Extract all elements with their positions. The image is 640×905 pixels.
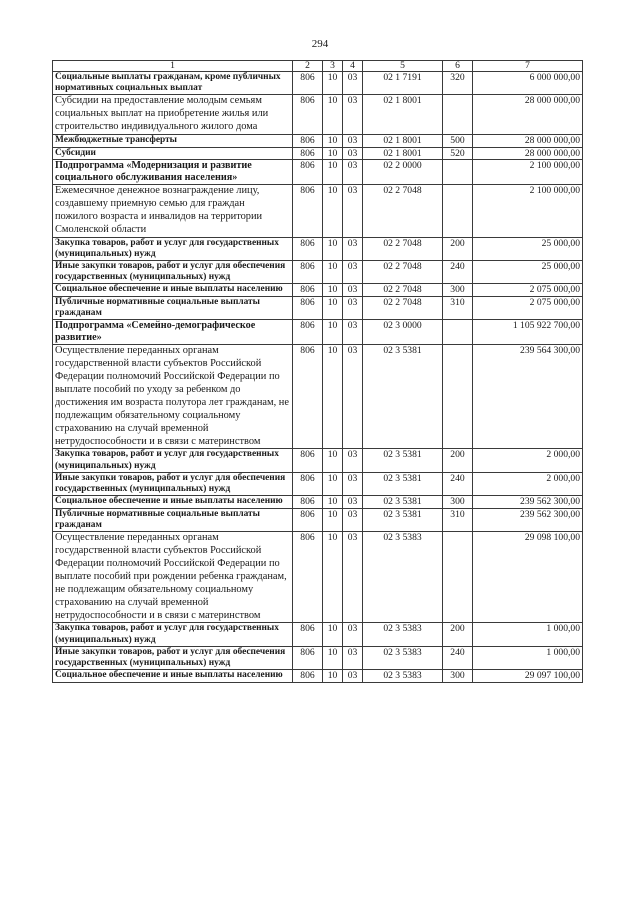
row-expense-type: 240 bbox=[443, 472, 473, 495]
table-row bbox=[53, 95, 583, 135]
row-amount: 1 000,00 bbox=[473, 646, 583, 669]
row-name: Социальные выплаты гражданам, кроме публичных нормативных социальных выплат bbox=[53, 72, 293, 95]
table-row bbox=[53, 508, 583, 531]
table-row bbox=[53, 449, 583, 472]
row-name: Иные закупки товаров, работ и услуг для обеспечения государственных (муниципальных) нужд bbox=[53, 646, 293, 669]
row-name: Осуществление переданных органам государственной власти субъектов Российской Федерации полномочий Российской Федерации по выплате пособий по уходу за ребенком до достижения им возраста полутора лет гражданам, не подлежащим обязательному социальному страхованию на случай временной нетрудоспособности и в связи с материнством bbox=[53, 345, 293, 449]
row-expense-type: 310 bbox=[443, 508, 473, 531]
row-target-code: 02 2 7048 bbox=[363, 237, 443, 260]
row-target-code: 02 1 8001 bbox=[363, 135, 443, 147]
row-name: Закупка товаров, работ и услуг для государственных (муниципальных) нужд bbox=[53, 449, 293, 472]
row-section-code: 10 bbox=[323, 135, 343, 147]
row-admin-code: 806 bbox=[293, 345, 323, 449]
row-target-code: 02 3 5381 bbox=[363, 508, 443, 531]
row-name: Социальное обеспечение и иные выплаты населению bbox=[53, 670, 293, 682]
row-admin-code: 806 bbox=[293, 184, 323, 237]
row-section-code: 10 bbox=[323, 449, 343, 472]
row-admin-code: 806 bbox=[293, 159, 323, 184]
row-name: Подпрограмма «Семейно-демографическое развитие» bbox=[53, 320, 293, 345]
table-row bbox=[53, 237, 583, 260]
row-admin-code: 806 bbox=[293, 532, 323, 623]
row-subsection-code: 03 bbox=[343, 670, 363, 682]
row-subsection-code: 03 bbox=[343, 320, 363, 345]
row-target-code: 02 1 8001 bbox=[363, 95, 443, 135]
row-section-code: 10 bbox=[323, 159, 343, 184]
row-amount: 2 075 000,00 bbox=[473, 296, 583, 319]
row-admin-code: 806 bbox=[293, 135, 323, 147]
row-amount: 239 562 300,00 bbox=[473, 508, 583, 531]
row-admin-code: 806 bbox=[293, 95, 323, 135]
row-expense-type: 200 bbox=[443, 449, 473, 472]
row-subsection-code: 03 bbox=[343, 646, 363, 669]
row-amount: 6 000 000,00 bbox=[473, 72, 583, 95]
row-admin-code: 806 bbox=[293, 496, 323, 508]
row-section-code: 10 bbox=[323, 237, 343, 260]
row-subsection-code: 03 bbox=[343, 532, 363, 623]
row-subsection-code: 03 bbox=[343, 449, 363, 472]
column-header: 5 bbox=[363, 61, 443, 72]
row-section-code: 10 bbox=[323, 284, 343, 296]
row-name: Публичные нормативные социальные выплаты гражданам bbox=[53, 508, 293, 531]
row-subsection-code: 03 bbox=[343, 623, 363, 646]
row-subsection-code: 03 bbox=[343, 147, 363, 159]
column-header: 3 bbox=[323, 61, 343, 72]
row-expense-type bbox=[443, 184, 473, 237]
table-row bbox=[53, 623, 583, 646]
row-expense-type bbox=[443, 95, 473, 135]
row-section-code: 10 bbox=[323, 472, 343, 495]
row-admin-code: 806 bbox=[293, 284, 323, 296]
row-name: Осуществление переданных органам государственной власти субъектов Российской Федерации полномочий Российской Федерации по выплате пособий при рождении ребенка гражданам, не подлежащим обязательному социальному страхованию на случай временной нетрудоспособности и в связи с материнством bbox=[53, 532, 293, 623]
row-amount: 28 000 000,00 bbox=[473, 147, 583, 159]
row-target-code: 02 2 0000 bbox=[363, 159, 443, 184]
column-header: 1 bbox=[53, 61, 293, 72]
row-name: Социальное обеспечение и иные выплаты населению bbox=[53, 496, 293, 508]
row-target-code: 02 3 5381 bbox=[363, 345, 443, 449]
row-section-code: 10 bbox=[323, 646, 343, 669]
table-row bbox=[53, 260, 583, 283]
row-subsection-code: 03 bbox=[343, 508, 363, 531]
row-admin-code: 806 bbox=[293, 260, 323, 283]
row-expense-type: 310 bbox=[443, 296, 473, 319]
row-admin-code: 806 bbox=[293, 472, 323, 495]
table-row bbox=[53, 646, 583, 669]
row-name: Межбюджетные трансферты bbox=[53, 135, 293, 147]
row-section-code: 10 bbox=[323, 72, 343, 95]
row-admin-code: 806 bbox=[293, 147, 323, 159]
row-target-code: 02 2 7048 bbox=[363, 184, 443, 237]
row-subsection-code: 03 bbox=[343, 184, 363, 237]
row-section-code: 10 bbox=[323, 260, 343, 283]
row-expense-type: 300 bbox=[443, 284, 473, 296]
row-target-code: 02 1 8001 bbox=[363, 147, 443, 159]
row-expense-type: 320 bbox=[443, 72, 473, 95]
row-admin-code: 806 bbox=[293, 449, 323, 472]
row-amount: 28 000 000,00 bbox=[473, 135, 583, 147]
row-expense-type: 240 bbox=[443, 260, 473, 283]
row-expense-type bbox=[443, 159, 473, 184]
row-expense-type: 520 bbox=[443, 147, 473, 159]
row-section-code: 10 bbox=[323, 147, 343, 159]
table-row bbox=[53, 147, 583, 159]
table-row bbox=[53, 345, 583, 449]
row-name: Иные закупки товаров, работ и услуг для обеспечения государственных (муниципальных) нужд bbox=[53, 472, 293, 495]
row-admin-code: 806 bbox=[293, 670, 323, 682]
row-subsection-code: 03 bbox=[343, 284, 363, 296]
row-admin-code: 806 bbox=[293, 320, 323, 345]
row-admin-code: 806 bbox=[293, 508, 323, 531]
row-amount: 239 562 300,00 bbox=[473, 496, 583, 508]
column-header: 2 bbox=[293, 61, 323, 72]
row-amount: 2 100 000,00 bbox=[473, 184, 583, 237]
row-admin-code: 806 bbox=[293, 623, 323, 646]
row-subsection-code: 03 bbox=[343, 345, 363, 449]
row-section-code: 10 bbox=[323, 532, 343, 623]
row-name: Подпрограмма «Модернизация и развитие социального обслуживания населения» bbox=[53, 159, 293, 184]
row-amount: 25 000,00 bbox=[473, 237, 583, 260]
table-header-row bbox=[53, 61, 583, 72]
table-row bbox=[53, 320, 583, 345]
row-subsection-code: 03 bbox=[343, 135, 363, 147]
row-admin-code: 806 bbox=[293, 646, 323, 669]
row-name: Закупка товаров, работ и услуг для государственных (муниципальных) нужд bbox=[53, 623, 293, 646]
row-target-code: 02 3 5383 bbox=[363, 623, 443, 646]
row-section-code: 10 bbox=[323, 345, 343, 449]
row-amount: 28 000 000,00 bbox=[473, 95, 583, 135]
row-name: Субсидии bbox=[53, 147, 293, 159]
table-row bbox=[53, 72, 583, 95]
row-expense-type: 240 bbox=[443, 646, 473, 669]
row-admin-code: 806 bbox=[293, 296, 323, 319]
table-row bbox=[53, 296, 583, 319]
row-subsection-code: 03 bbox=[343, 237, 363, 260]
row-subsection-code: 03 bbox=[343, 95, 363, 135]
row-target-code: 02 3 5381 bbox=[363, 496, 443, 508]
row-section-code: 10 bbox=[323, 508, 343, 531]
row-name: Ежемесячное денежное вознаграждение лицу, создавшему приемную семью для граждан пожилого возраста и инвалидов на территории Смоленской области bbox=[53, 184, 293, 237]
row-amount: 25 000,00 bbox=[473, 260, 583, 283]
row-expense-type bbox=[443, 320, 473, 345]
table-row bbox=[53, 472, 583, 495]
row-target-code: 02 1 7191 bbox=[363, 72, 443, 95]
row-section-code: 10 bbox=[323, 623, 343, 646]
row-amount: 1 000,00 bbox=[473, 623, 583, 646]
row-admin-code: 806 bbox=[293, 237, 323, 260]
row-expense-type: 500 bbox=[443, 135, 473, 147]
row-admin-code: 806 bbox=[293, 72, 323, 95]
row-amount: 239 564 300,00 bbox=[473, 345, 583, 449]
budget-table bbox=[52, 60, 583, 683]
row-target-code: 02 3 5381 bbox=[363, 449, 443, 472]
row-section-code: 10 bbox=[323, 184, 343, 237]
row-expense-type: 300 bbox=[443, 670, 473, 682]
row-amount: 2 000,00 bbox=[473, 449, 583, 472]
page-number: 294 bbox=[311, 38, 329, 50]
row-subsection-code: 03 bbox=[343, 260, 363, 283]
row-section-code: 10 bbox=[323, 496, 343, 508]
table-row bbox=[53, 184, 583, 237]
row-amount: 1 105 922 700,00 bbox=[473, 320, 583, 345]
table-row bbox=[53, 532, 583, 623]
row-target-code: 02 3 0000 bbox=[363, 320, 443, 345]
row-section-code: 10 bbox=[323, 320, 343, 345]
table-row bbox=[53, 670, 583, 682]
row-subsection-code: 03 bbox=[343, 72, 363, 95]
column-header: 4 bbox=[343, 61, 363, 72]
table-row bbox=[53, 135, 583, 147]
row-name: Иные закупки товаров, работ и услуг для обеспечения государственных (муниципальных) нужд bbox=[53, 260, 293, 283]
column-header: 6 bbox=[443, 61, 473, 72]
table-row bbox=[53, 496, 583, 508]
row-target-code: 02 2 7048 bbox=[363, 296, 443, 319]
row-name: Социальное обеспечение и иные выплаты населению bbox=[53, 284, 293, 296]
row-subsection-code: 03 bbox=[343, 496, 363, 508]
row-expense-type: 200 bbox=[443, 237, 473, 260]
row-expense-type: 300 bbox=[443, 496, 473, 508]
row-target-code: 02 3 5383 bbox=[363, 532, 443, 623]
row-name: Закупка товаров, работ и услуг для государственных (муниципальных) нужд bbox=[53, 237, 293, 260]
row-amount: 2 000,00 bbox=[473, 472, 583, 495]
row-expense-type bbox=[443, 532, 473, 623]
row-section-code: 10 bbox=[323, 670, 343, 682]
row-subsection-code: 03 bbox=[343, 472, 363, 495]
row-expense-type: 200 bbox=[443, 623, 473, 646]
column-header: 7 bbox=[473, 61, 583, 72]
row-target-code: 02 2 7048 bbox=[363, 260, 443, 283]
row-amount: 29 097 100,00 bbox=[473, 670, 583, 682]
row-target-code: 02 3 5381 bbox=[363, 472, 443, 495]
row-subsection-code: 03 bbox=[343, 159, 363, 184]
row-expense-type bbox=[443, 345, 473, 449]
row-name: Субсидии на предоставление молодым семьям социальных выплат на приобретение жилья или строительство индивидуального жилого дома bbox=[53, 95, 293, 135]
row-amount: 29 098 100,00 bbox=[473, 532, 583, 623]
row-subsection-code: 03 bbox=[343, 296, 363, 319]
row-name: Публичные нормативные социальные выплаты гражданам bbox=[53, 296, 293, 319]
row-target-code: 02 3 5383 bbox=[363, 670, 443, 682]
row-target-code: 02 3 5383 bbox=[363, 646, 443, 669]
row-section-code: 10 bbox=[323, 296, 343, 319]
row-section-code: 10 bbox=[323, 95, 343, 135]
row-target-code: 02 2 7048 bbox=[363, 284, 443, 296]
row-amount: 2 075 000,00 bbox=[473, 284, 583, 296]
table-row bbox=[53, 159, 583, 184]
table-row bbox=[53, 284, 583, 296]
row-amount: 2 100 000,00 bbox=[473, 159, 583, 184]
